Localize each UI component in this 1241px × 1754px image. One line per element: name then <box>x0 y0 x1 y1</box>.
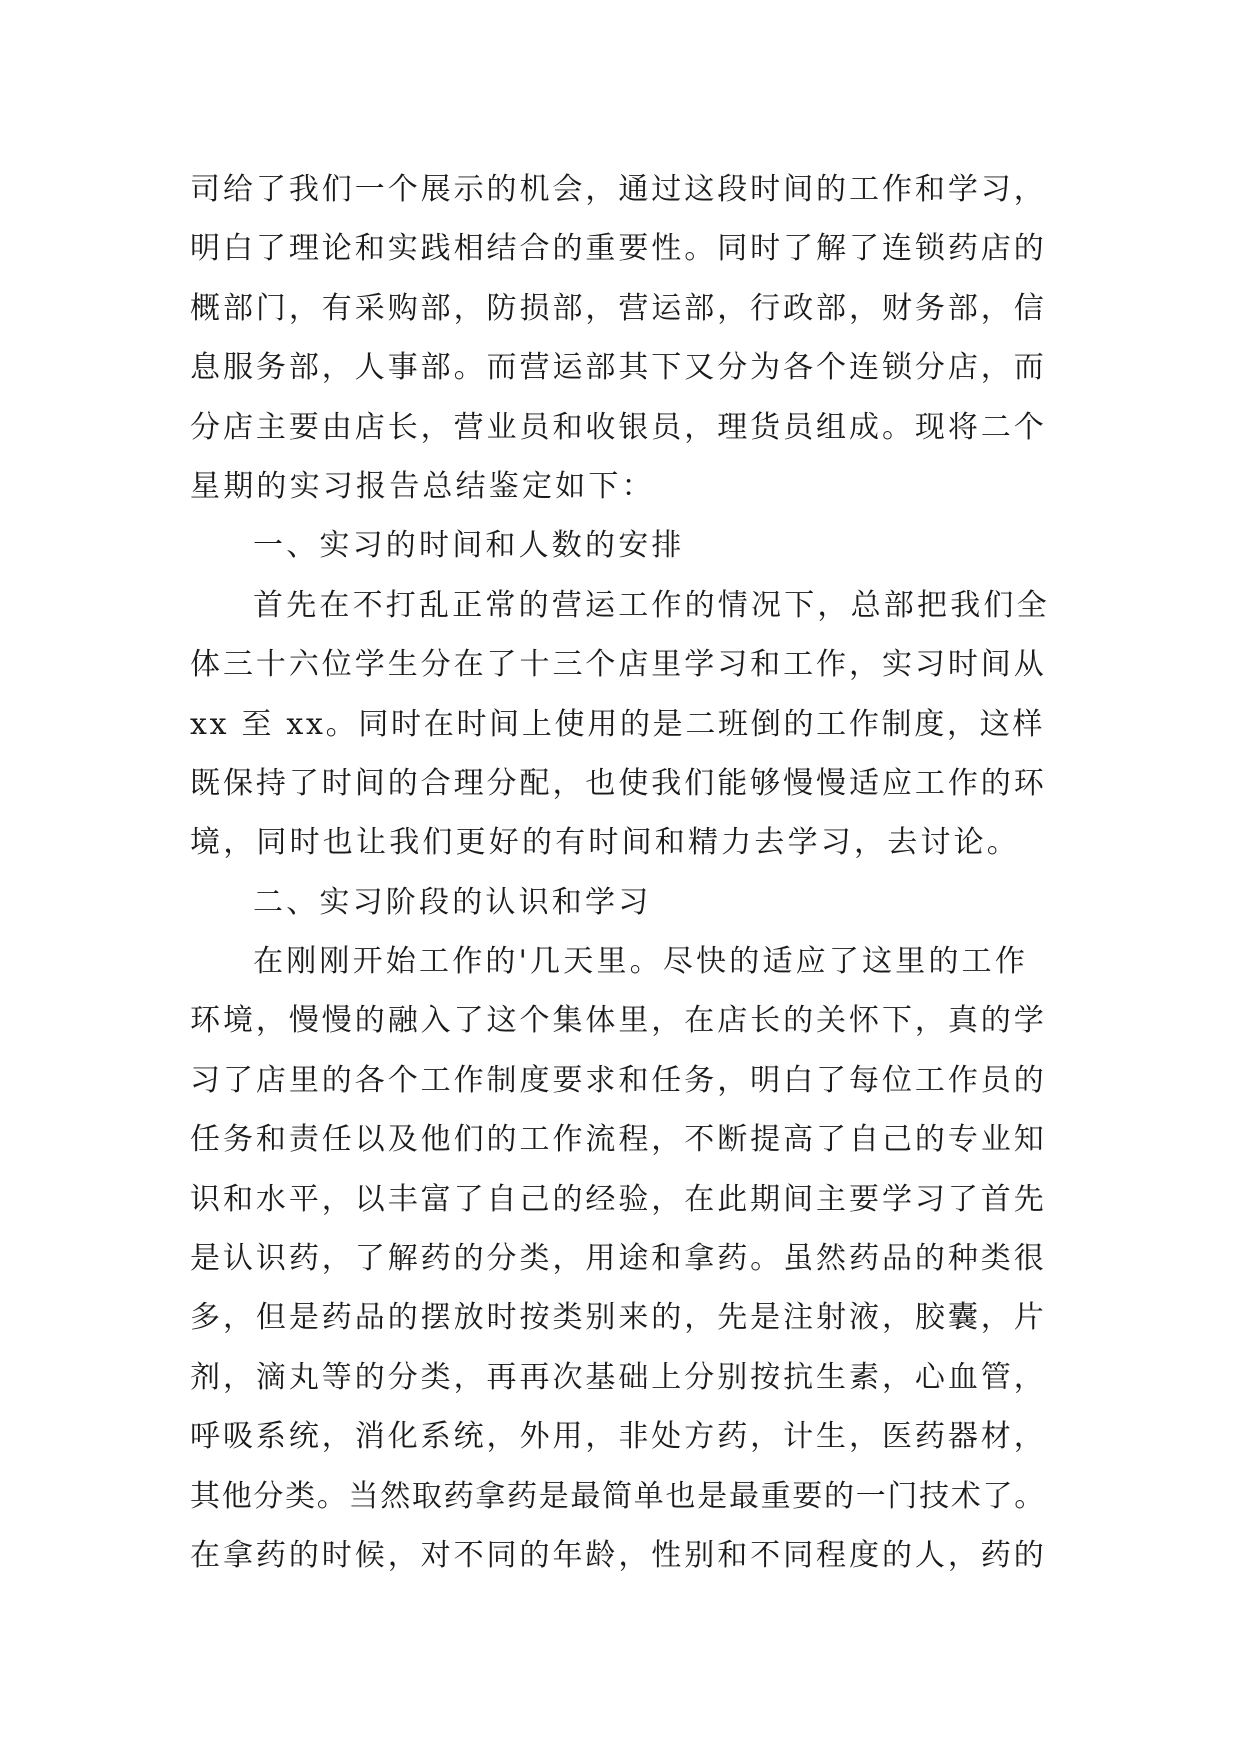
text-line: 首先在不打乱正常的营运工作的情况下，总部把我们全 <box>253 587 1050 623</box>
text-line: 在刚刚开始工作的'几天里。尽快的适应了这里的工作 <box>253 944 1029 980</box>
text-line: 体三十六位学生分在了十三个店里学习和工作，实习时间从 <box>190 647 1047 683</box>
text-line: 呼吸系统，消化系统，外用，非处方药，计生，医药器材， <box>190 1419 1047 1455</box>
text-line: 剂，滴丸等的分类，再再次基础上分别按抗生素，心血管， <box>190 1359 1047 1395</box>
text-line: 分店主要由店长，营业员和收银员，理货员组成。现将二个 <box>190 409 1047 445</box>
text-line: 概部门，有采购部，防损部，营运部，行政部，财务部，信 <box>190 290 1047 326</box>
text-line: 明白了理论和实践相结合的重要性。同时了解了连锁药店的 <box>190 231 1047 267</box>
text-line: 环境，慢慢的融入了这个集体里，在店长的关怀下，真的学 <box>190 1003 1047 1039</box>
text-line: 是认识药，了解药的分类，用途和拿药。虽然药品的种类很 <box>190 1241 1047 1277</box>
text-line: 在拿药的时候，对不同的年龄，性别和不同程度的人，药的 <box>190 1537 1047 1573</box>
text-line: 习了店里的各个工作制度要求和任务，明白了每位工作员的 <box>190 1062 1047 1098</box>
text-line: 既保持了时间的合理分配，也使我们能够慢慢适应工作的环 <box>190 765 1047 801</box>
document-body <box>190 160 1050 1585</box>
text-line: 二、实习阶段的认识和学习 <box>253 884 652 920</box>
text-line: 识和水平，以丰富了自己的经验，在此期间主要学习了首先 <box>190 1181 1047 1217</box>
text-line: 任务和责任以及他们的工作流程，不断提高了自己的专业知 <box>190 1122 1047 1158</box>
text-line: 星期的实习报告总结鉴定如下： <box>190 468 655 504</box>
text-line: 其他分类。当然取药拿药是最简单也是最重要的一门技术了。 <box>190 1478 1046 1514</box>
text-line: xx 至 xx。同时在时间上使用的是二班倒的工作制度，这样 <box>190 706 1046 742</box>
text-line: 多，但是药品的摆放时按类别来的，先是注射液，胶囊，片 <box>190 1300 1047 1336</box>
text-line: 息服务部，人事部。而营运部其下又分为各个连锁分店，而 <box>190 350 1047 386</box>
text-line: 司给了我们一个展示的机会，通过这段时间的工作和学习， <box>190 172 1047 207</box>
text-line: 一、实习的时间和人数的安排 <box>253 528 685 564</box>
text-line: 境，同时也让我们更好的有时间和精力去学习，去讨论。 <box>190 825 1020 861</box>
